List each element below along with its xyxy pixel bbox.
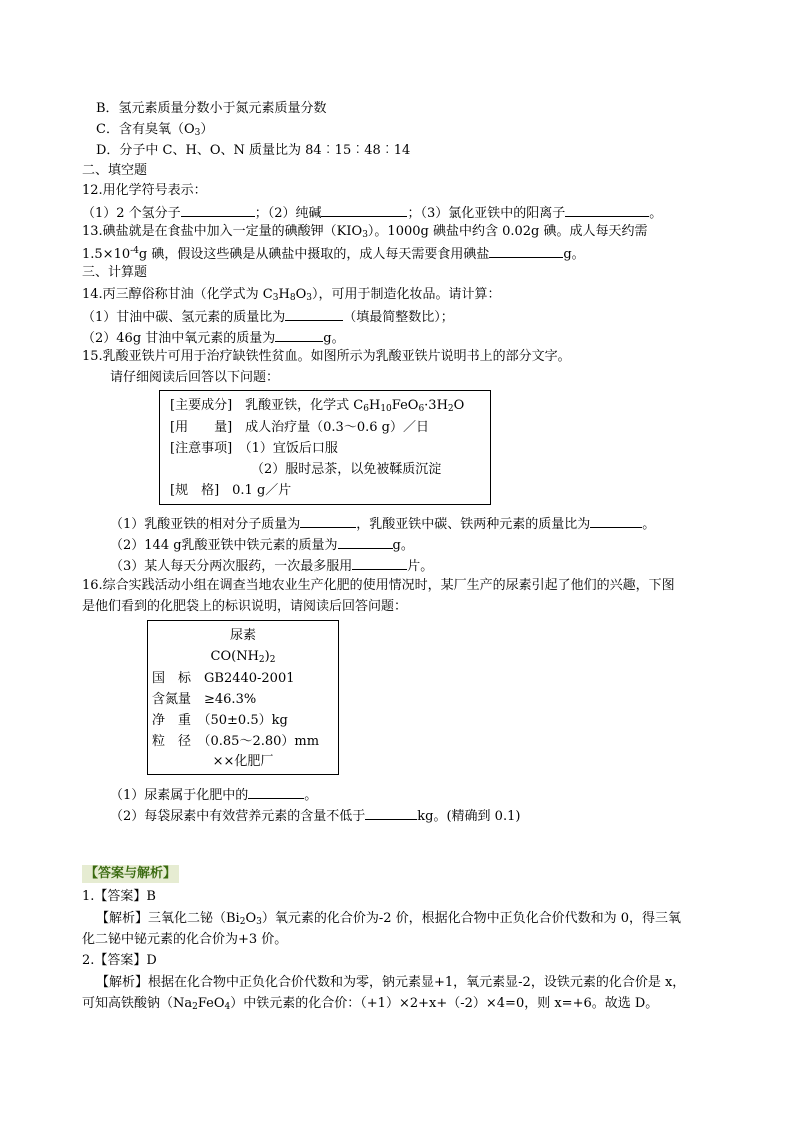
urea-title: 尿素 [229,628,256,643]
q15-part2: （2）144 g乳酸亚铁中铁元素的质量为 g。 [110,535,414,555]
q16-label-box [147,620,339,775]
q15-label-box [159,390,491,505]
q14-part1: （1）甘油中碳、氢元素的质量比为 （填最简整数比）； [82,307,454,327]
q16-part1: （1）尿素属于化肥中的 。 [110,785,317,805]
label-spec: [规 格] 0.1 g／片 [170,483,292,498]
label-notes: [注意事项] （1）宜饭后口服 [170,441,338,456]
answer-blank [365,806,417,820]
urea-standard: 国 标 GB2440-2001 [152,671,295,686]
urea-formula: $CO(NH_2)_2$ [210,649,276,665]
q13-line2: $1.5\times 10^{-4}g$ 碘，假设这些碘是从碘盐中摄取的，成人每天需要食用碘盐 g。 [82,246,585,262]
answer-blank [590,514,642,528]
q14-stem: 14.丙三醇俗称甘油（化学式为 $C_3H_8O_3$），可用于制造化妆品。请计算： [82,287,501,303]
option-c: C．含有臭氧$(O_3)$ [96,122,214,138]
answer-blank [275,328,323,342]
urea-nitrogen: 含氮量 ≥46.3% [152,692,257,707]
q15-stem: 15.乳酸亚铁片可用于治疗缺铁性贫血。如图所示为乳酸亚铁片说明书上的部分文字。 [82,349,571,364]
urea-size: 粒 径 （0.85～2.80）mm [152,734,320,749]
option-b: B．氢元素质量分数小于氮元素质量分数 [96,101,327,116]
option-d: D．分子中 C、H、O、N 质量比为 84︰15︰48︰14 [96,143,411,158]
answer-blank [338,535,393,549]
q16-part2: （2）每袋尿素中有效营养元素的含量不低于 kg。(精确到 0.1) [110,806,520,826]
answer-blank [565,203,649,217]
q12-stem: 12.用化学符号表示： [82,183,207,198]
q13-line1: 13.碘盐就是在食盐中加入一定量的碘酸钾$(KIO_3)$。1000g 碘盐中约含 0.02g 碘。成人每天约需 [82,224,648,240]
q15-part3: （3）某人每天分两次服药，一次最多服用 片。 [110,556,433,576]
answer-blank [352,556,407,570]
answer-blank [285,307,343,321]
answer-blank [300,514,356,528]
urea-weight: 净 重 （50±0.5）kg [152,713,288,728]
section-calc-heading: 三、计算题 [82,265,148,280]
answer-1: 1.【答案】B [82,889,156,904]
answer-1-explanation: 【解析】三氧化二铋$(Bi_2O_3)$氧元素的化合价为-2 价，根据化合物中正负化合价代数和为 0，得三氧 [96,911,682,927]
label-dosage: [用 量] 成人治疗量（0.3～0.6 g）／日 [170,420,429,435]
q15-part1: （1）乳酸亚铁的相对分子质量为 ，乳酸亚铁中碳、铁两种元素的质量比为 。 [110,514,655,534]
label-notes-2: （2）服时忌茶，以免被鞣质沉淀 [251,462,442,477]
answers-header: 【答案与解析】 [82,865,179,883]
urea-maker: ××化肥厂 [212,754,274,769]
answer-2-explanation: 【解析】根据在化合物中正负化合价代数和为零，钠元素显+1，氧元素显-2，设铁元素的化合价是 x， [96,975,686,990]
q14-part2: （2）46g 甘油中氧元素的质量为 g。 [82,328,345,348]
answer-2: 2.【答案】D [82,953,157,968]
answer-blank [489,244,563,258]
answer-2-explanation-cont: 可知高铁酸钠$(Na_2FeO_4)$中铁元素的化合价：（+1）×2+x+（-2）×4=0，则 x=+6。故选 D。 [82,996,659,1012]
label-main-ingredient: [主要成分] 乳酸亚铁，化学式 $C_6H_{10}FeO_6\cdot 3H_2O$ [170,398,465,414]
q12-parts: （1）2 个氢分子 ；（2）纯碱 ；（3）氯化亚铁中的阳离子 。 [82,203,662,223]
answer-blank [181,203,255,217]
q15-intro: 请仔细阅读后回答以下问题： [110,370,280,385]
q16-line2: 是他们看到的化肥袋上的标识说明，请阅读后回答问题： [82,599,408,614]
answer-blank [321,203,407,217]
section-fill-in-heading: 二、填空题 [82,163,148,178]
answer-blank [248,785,304,799]
q16-line1: 16.综合实践活动小组在调查当地农业生产化肥的使用情况时，某厂生产的尿素引起了他们的兴趣，下图 [82,578,675,593]
answer-1-explanation-cont: 化二铋中铋元素的化合价为+3 价。 [82,932,288,947]
